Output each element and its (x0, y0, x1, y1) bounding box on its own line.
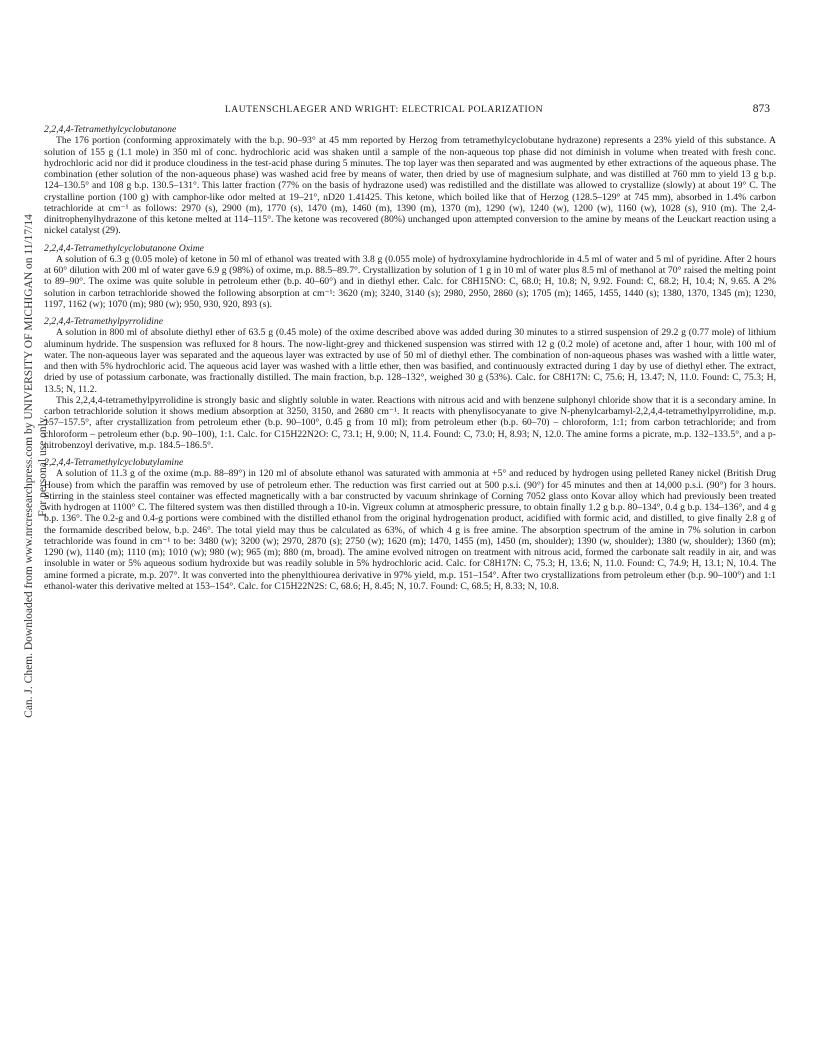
section-heading: 2,2,4,4-Tetramethylcyclobutanone (44, 124, 177, 135)
page-header (44, 104, 770, 118)
section-heading: 2,2,4,4-Tetramethylpyrrolidine (44, 316, 164, 327)
running-title: LAUTENSCHLAEGER AND WRIGHT: ELECTRICAL POLARIZATION (224, 104, 544, 115)
paragraph: A solution in 800 ml of absolute diethyl ether of 63.5 g (0.45 mole) of the oxime described above was added during 30 minutes to a stirred suspension of 29.2 g (0.77 mole) of lithium aluminum hydride. The suspension was refluxed for 8 hours. The now-light-grey and thickened suspension was stirred with 12 g (0.2 mole) of acetone and, after 1 hour, with 100 ml of water. The non-aqueous layer was separated and the aqueous layer was extracted by use of 50 ml of diethyl ether. The combination of non-aqueous phases was washed with a little water, and then with 5% hydrochloric acid. The aqueous acid layer was washed with a little ether, then was basified, and continuously extracted during 1 day by use of diethyl ether. The extract, dried by use of potassium carbonate, was fractionally distilled. The main fraction, b.p. 128–132°, weighed 30 g (53%). Calc. for C8H17N: C, 75.6; H, 13.47; N, 11.0. Found: C, 75.3; H, 13.5; N, 11.2. (44, 327, 776, 395)
section-heading: 2,2,4,4-Tetramethylcyclobutanone Oxime (44, 242, 204, 254)
section-heading: 2,2,4,4-Tetramethylcyclobutylamine (44, 457, 184, 468)
section-tetramethylcyclobutanone (44, 124, 776, 237)
paragraph: The 176 portion (conforming approximately with the b.p. 90–93° at 45 mm reported by Herzog from tetramethylcyclobutane hydrazone) represents a 23% yield of this substance. A solution of 155 g (1.1 mole) in 350 ml of conc. hydrochloric acid was shaken until a sample of the non-aqueous top phase did not diminish in volume when treated with fresh conc. hydrochloric acid nor did it produce cloudiness in the test-acid phase during 5 minutes. The top layer was then separated and was augmented by ether extractions of the aqueous phase. The combination (ether solution of the non-aqueous phase) was washed acid free by means of water, then dried by use of magnesium sulphate, and was distilled at 760 mm to yield 13 g b.p. 124–130.5° and 108 g b.p. 130.5–131°. This latter fraction (77% on the basis of hydrazone used) was redistilled and the distillate was allowed to crystallize (slowly) at about 19° C. The crystalline portion (100 g) with camphor-like odor melted at 19–21°, nD20 1.41425. This ketone, which boiled like that of Herzog (128.5–129° at 745 mm), absorbed in 1.4% carbon tetrachloride at cm⁻¹ as follows: 2970 (s), 2900 (m), 1770 (s), 1470 (m), 1460 (m), 1390 (m), 1370 (m), 1290 (w), 1240 (w), 1200 (w), 1160 (w), 1028 (s), 910 (m). The 2,4-dinitrophenylhydrazone of this ketone melted at 114–115°. The ketone was recovered (80%) unchanged upon attempted conversion to the amine by means of the Leuckart reaction using a nickel catalyst (29). (44, 135, 776, 237)
page-number: 873 (752, 103, 770, 115)
section-pyrrolidine (44, 316, 776, 451)
watermark-line-2: For personal use only. (37, 415, 49, 517)
section-oxime (44, 243, 776, 311)
paragraph: This 2,2,4,4-tetramethylpyrrolidine is strongly basic and slightly soluble in water. Reactions with nitrous acid and with benzene sulphonyl chloride show that it is a secondary amine. In carbon tetrachloride solution it shows medium absorption at 3250, 3150, and 2680 cm⁻¹. It reacts with phenylisocyanate to give N-phenylcarbamyl-2,2,4,4-tetramethylpyrrolidine, m.p. 157–157.5°, after crystallization from petroleum ether (b.p. 90–100°, 0.45 g from 10 ml); from petroleum ether (b.p. 60–70) – chloroform, 1:1; from carbon tetrachloride; and from chloroform – petroleum ether (b.p. 90–100), 1:1. Calc. for C15H22N2O: C, 73.1; H, 9.00; N, 11.4. Found: C, 73.0; H, 8.93; N, 12.0. The amine forms a picrate, m.p. 132–133.5°, and a p-nitrobenzoyl derivative, m.p. 184.5–186.5°. (44, 394, 776, 451)
section-cyclobutylamine (44, 457, 776, 592)
watermark-line-1: Can. J. Chem. Downloaded from www.nrcresearchpress.com by UNIVERSITY OF MICHIGAN on 11/17/14 (23, 214, 35, 718)
paragraph: A solution of 11.3 g of the oxime (m.p. 88–89°) in 120 ml of absolute ethanol was saturated with ammonia at +5° and reduced by hydrogen using pelleted Raney nickel (British Drug House) from which the paraffin was removed by use of petroleum ether. The reduction was first carried out at 500 p.s.i. (90°) for 45 minutes and then at 14,000 p.s.i. (90°) for 3 hours. Stirring in the stainless steel container was effected magnetically with a bar constructed by vacuum shrinkage of Corning 7052 glass onto Kovar alloy which had previously been treated with hydrogen at 1100° C. The filtered system was then distilled through a 10-in. Vigreux column at atmospheric pressure, to obtain finally 1.2 g b.p. 80–134°, 0.4 g b.p. 134–136°, and 4 g b.p. 136°. The 0.2-g and 0.4-g portions were combined with the distilled ethanol from the original hydrogenation product, acidified with formic acid, and distilled, to give finally 2.8 g of the formamide described below, b.p. 246°. The total yield may thus be calculated as 63%, of which 4 g is free amine. The absorption spectrum of the amine in 7% solution in carbon tetrachloride was found in cm⁻¹ to be: 3480 (w); 3200 (w); 2970, 2870 (s); 2750 (w); 1620 (m); 1470, 1455 (m), 1450 (m, shoulder); 1390 (w, shoulder); 1380 (w, shoulder); 1360 (m); 1290 (w), 1140 (m); 1110 (m); 1010 (w); 980 (w); 965 (m); 880 (m, broad). The amine evolved nitrogen on treatment with nitrous acid, formed the carbonate salt readily in air, and was insoluble in water or 5% aqueous sodium hydroxide but was readily soluble in 5% hydrochloric acid. Calc. for C8H17N: C, 75.3; H, 13.6; N, 11.0. Found: C, 74.9; H, 13.1; N, 10.4. The amine formed a picrate, m.p. 207°. It was converted into the phenylthiourea derivative in 97% yield, m.p. 151–154°. After two crystallizations from petroleum ether (b.p. 90–100°) and 1:1 ethanol-water this derivative melted at 153–154°. Calc. for C15H22N2S: C, 68.6; H, 8.45; N, 10.7. Found: C, 68.5; H, 8.33; N, 10.8. (44, 468, 776, 592)
paragraph: A solution of 6.3 g (0.05 mole) of ketone in 50 ml of ethanol was treated with 3.8 g (0.055 mole) of hydroxylamine hydrochloride in 4.5 ml of water and 5 ml of pyridine. After 2 hours at 60° dilution with 200 ml of water gave 6.9 g (98%) of oxime, m.p. 88.5–89.7°. Crystallization by solution of 1 g in 10 ml of water plus 8.5 ml of methanol at 70° raised the melting point to 89–90°. The oxime was quite soluble in petroleum ether (b.p. 40–60°) and in diethyl ether. Calc. for C8H15NO: C, 68.0; H, 10.8; N, 9.92. Found: C, 68.2; H, 10.4; N, 9.65. A 2% solution in carbon tetrachloride showed the following absorption at cm⁻¹: 3620 (m); 3240, 3140 (s); 2980, 2950, 2860 (s); 1705 (m); 1465, 1455, 1440 (s); 1380, 1370, 1345 (m); 1230, 1197, 1162 (w); 1070 (m); 980 (w); 950, 930, 920, 893 (s). (44, 253, 776, 310)
article-body (44, 124, 776, 598)
